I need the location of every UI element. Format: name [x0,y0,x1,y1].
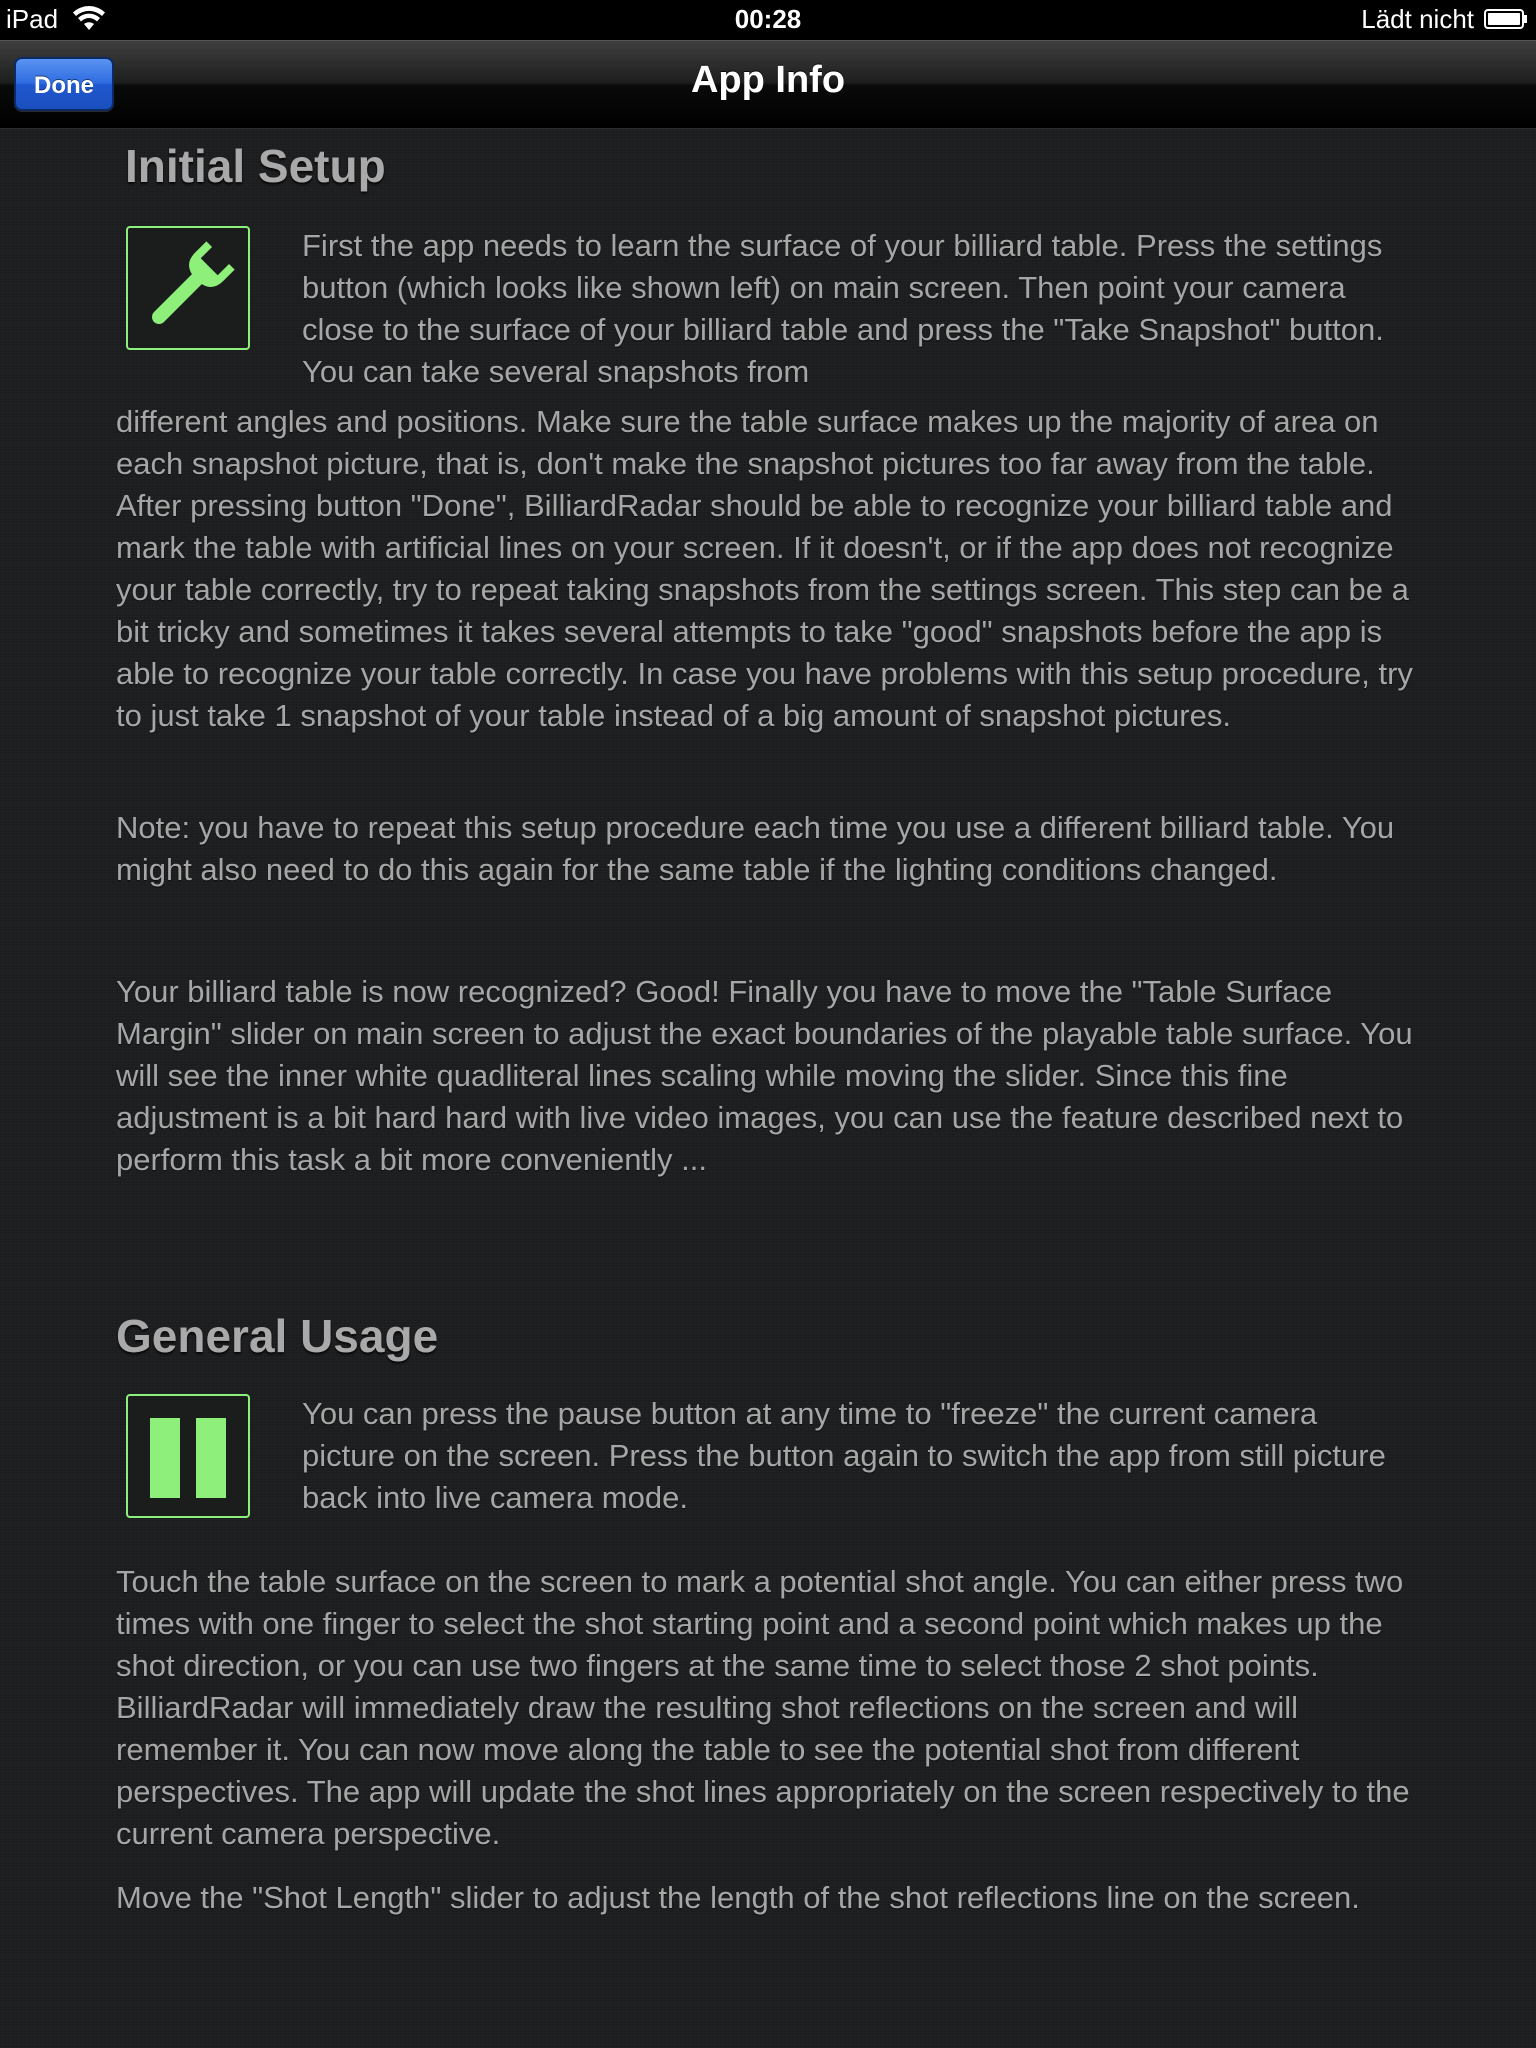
general-usage-heading: General Usage [116,1310,439,1362]
clock: 00:28 [734,4,802,34]
device-name: iPad [6,4,59,34]
status-bar [0,0,1536,40]
setup-paragraph-intro: First the app needs to learn the surface of your billiard table. Press the settings button (which looks like shown left) on main screen. Then point your camera close to the surface of your billiard table and press the "Take Snapshot" button. You can take several snapshots from [302,228,1384,389]
touch-paragraph: Touch the table surface on the screen to mark a potential shot angle. You can either press two times with one finger to select the shot starting point and a second point which makes up the shot direction, or you can use two fingers at the same time to select those 2 shot points. BilliardRadar will immediately draw the resulting shot reflections on the screen and will remember it. You can now move along the table to see the potential shot from different perspectives. The app will update the shot lines appropriately on the screen respectively to the current camera perspective. [116,1564,1410,1851]
setup-note-paragraph: Note: you have to repeat this setup procedure each time you use a different billiard table. You might also need to do this again for the same table if the lighting conditions changed. [116,810,1395,887]
initial-setup-heading: Initial Setup [125,140,386,192]
table-recognized-paragraph: Your billiard table is now recognized? Good! Finally you have to move the "Table Surface Margin" slider on main screen to adjust the exact boundaries of the playable table surface. You will see the inner white quadliteral lines scaling while moving the slider. Since this fine adjustment is a bit hard hard with live video images, you can use the feature described next to perform this task a bit more conveniently ... [116,974,1413,1177]
shot-length-paragraph: Move the "Shot Length" slider to adjust the length of the shot reflections line on the screen. [116,1880,1360,1915]
charge-status: Lädt nicht [1361,4,1474,34]
setup-paragraph-continued: different angles and positions. Make sure the table surface makes up the majority of area on each snapshot picture, that is, don't make the snapshot pictures too far away from the table. After pressing button "Done", BilliardRadar should be able to recognize your billiard table and mark the table with artificial lines on your screen. If it doesn't, or if the app does not recognize your table correctly, try to repeat taking snapshots from the settings screen. This step can be a bit tricky and sometimes it takes several attempts to take "good" snapshots before the app is able to recognize your table correctly. In case you have problems with this setup procedure, try to just take 1 snapshot of your table instead of a big amount of snapshot pictures. [116,404,1413,733]
pause-icon [126,1394,250,1518]
pause-paragraph: You can press the pause button at any time to "freeze" the current camera picture on the screen. Press the button again to switch the app from still picture back into live camera mode. [302,1396,1386,1515]
wrench-icon [126,226,250,350]
navigation-bar [0,40,1536,128]
battery-icon [1484,9,1528,29]
info-content[interactable] [0,127,1536,2048]
page-title: App Info [690,59,846,101]
done-button[interactable]: Done [14,57,114,111]
